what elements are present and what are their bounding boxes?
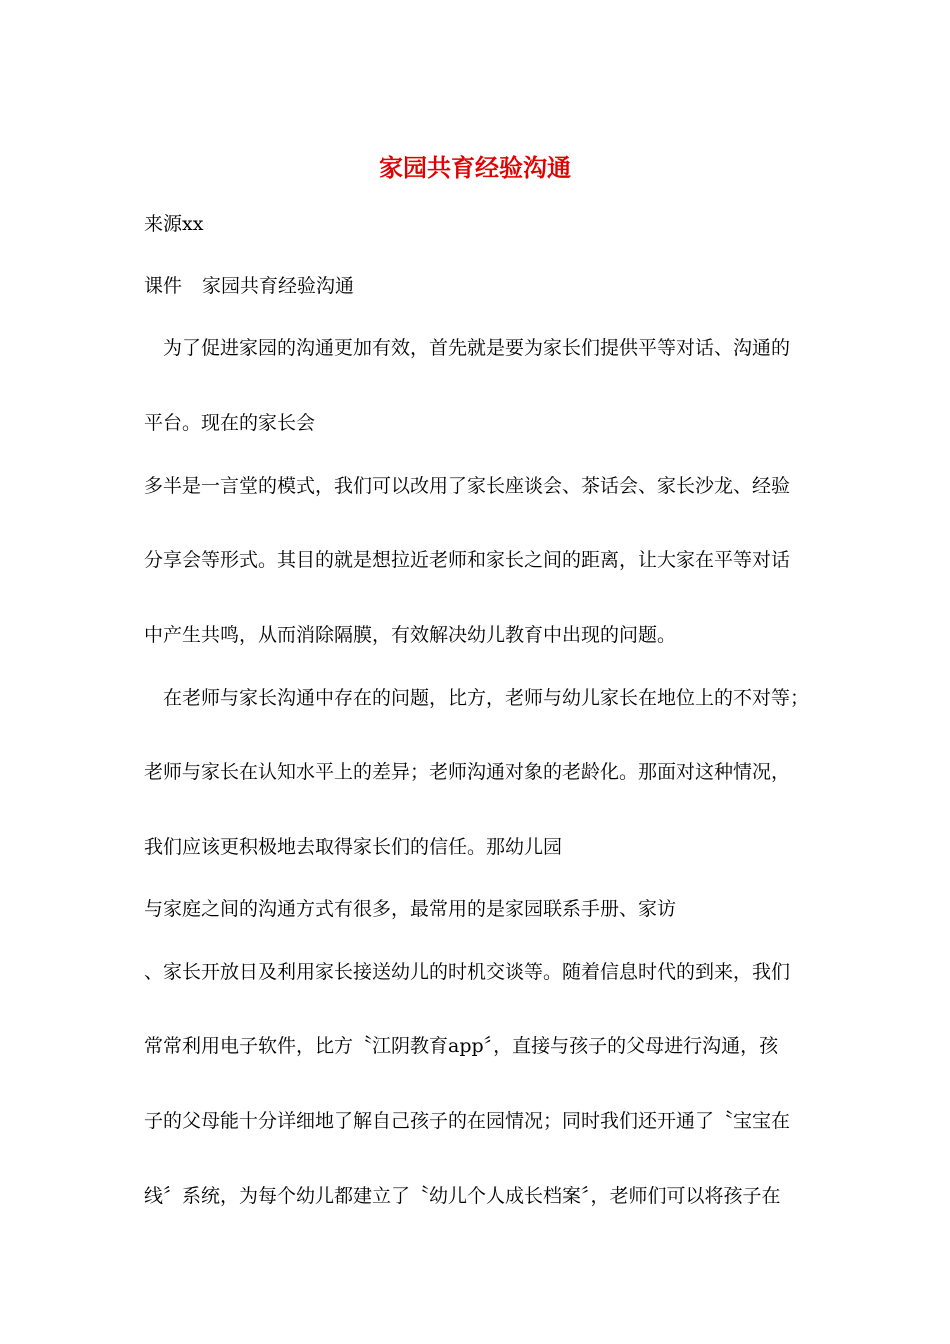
paragraph-line: 与家庭之间的沟通方式有很多，最常用的是家园联系手册、家访	[144, 898, 677, 920]
paragraph-line: 平台。现在的家长会	[144, 412, 316, 434]
category-label: 课件	[144, 275, 183, 297]
app-line-pre: 常常利用电子软件，比方〝江阴教育	[144, 1035, 449, 1057]
category-line	[144, 272, 354, 300]
paragraph-line: 为了促进家园的沟通更加有效，首先就是要为家长们提供平等对话、沟通的	[144, 337, 791, 359]
paragraph-line: 线〞系统，为每个幼儿都建立了〝幼儿个人成长档案〞，老师们可以将孩子在	[144, 1185, 781, 1207]
source-line	[144, 210, 203, 238]
paragraph-line: 、家长开放日及利用家长接送幼儿的时机交谈等。随着信息时代的到来，我们	[144, 961, 791, 983]
app-line-post: 〞，直接与孩子的父母进行沟通，孩	[483, 1035, 779, 1057]
source-value: xx	[182, 213, 204, 235]
document-title: 家园共育经验沟通	[379, 154, 571, 182]
category-value: 家园共育经验沟通	[202, 275, 355, 297]
paragraph-line: 我们应该更积极地去取得家长们的信任。那幼儿园	[144, 836, 563, 858]
paragraph-line: 多半是一言堂的模式，我们可以改用了家长座谈会、茶话会、家长沙龙、经验	[144, 475, 791, 497]
app-word: app	[448, 1035, 484, 1057]
source-label: 来源	[144, 213, 183, 235]
paragraph-line: 在老师与家长沟通中存在的问题，比方，老师与幼儿家长在地位上的不对等；	[144, 687, 810, 709]
paragraph-line-app	[144, 1032, 778, 1060]
paragraph-line: 分享会等形式。其目的就是想拉近老师和家长之间的距离，让大家在平等对话	[144, 549, 791, 571]
paragraph-line: 中产生共鸣，从而消除隔膜，有效解决幼儿教育中出现的问题。	[144, 624, 677, 646]
paragraph-line: 子的父母能十分详细地了解自己孩子的在园情况；同时我们还开通了〝宝宝在	[144, 1110, 791, 1132]
paragraph-line: 老师与家长在认知水平上的差异；老师沟通对象的老龄化。那面对这种情况，	[144, 761, 791, 783]
